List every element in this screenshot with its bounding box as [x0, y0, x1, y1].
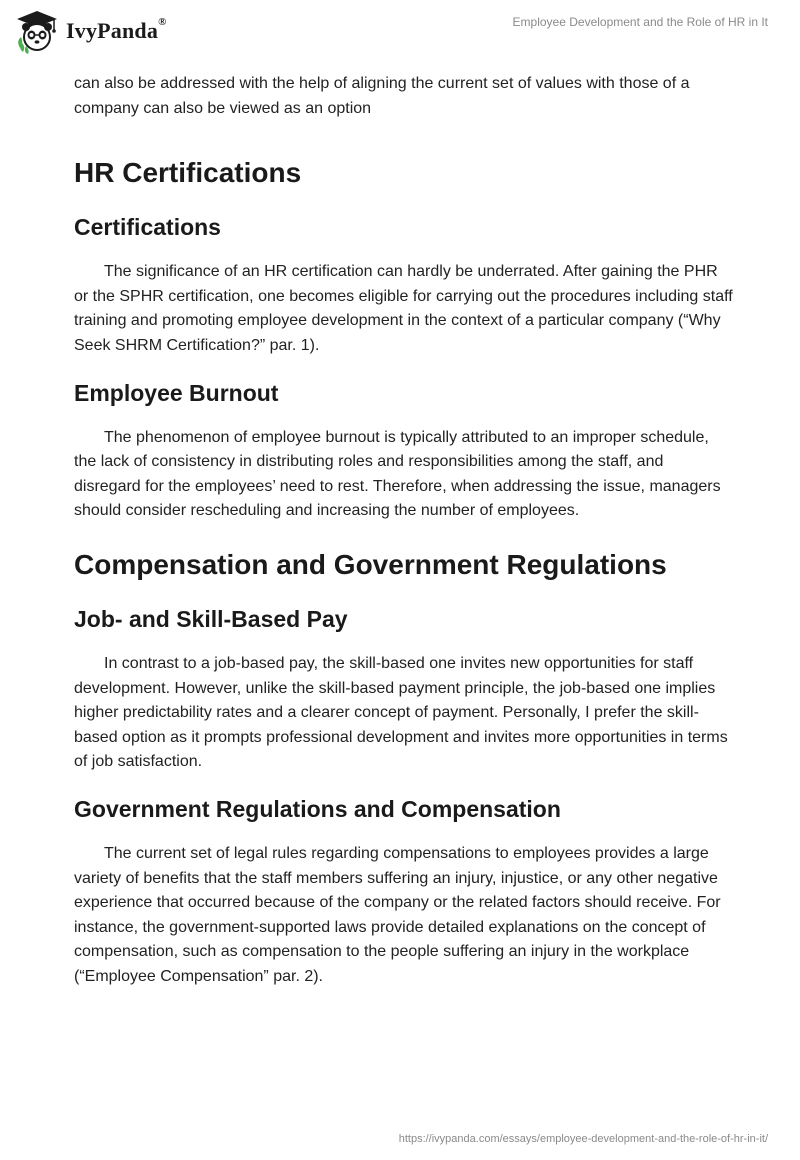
section-heading-compensation: Compensation and Government Regulations — [74, 548, 667, 580]
essay-body — [74, 72, 734, 989]
panda-graduation-cap-icon — [14, 8, 60, 54]
ivypanda-logo[interactable] — [14, 8, 167, 54]
source-url[interactable]: https://ivypanda.com/essays/employee-development-and-the-role-of-hr-in-it/ — [398, 1133, 768, 1145]
subsection-heading-government-regulations: Government Regulations and Compensation — [74, 795, 561, 822]
document-title: Employee Development and the Role of HR in It — [512, 15, 768, 29]
paragraph-job-skill-based-pay: In contrast to a job-based pay, the skill-based one invites new opportunities for staff development. However, unlike the skill-based payment principle, the job-based one implies higher predictability rates and a clearer concept of payment. Personally, I prefer the skill-based option as it prompts professional development and invites more opportunities in terms of job satisfaction. — [74, 654, 728, 771]
intro-paragraph: can also be addressed with the help of aligning the current set of values with those of a company can also be viewed as an option — [74, 75, 690, 117]
subsection-heading-job-skill-based-pay: Job- and Skill-Based Pay — [74, 605, 348, 632]
brand-name: IvyPanda® — [66, 16, 167, 43]
paragraph-certifications: The significance of an HR certification can hardly be underrated. After gaining the PHR or the SPHR certification, one becomes eligible for carrying out the procedures including staff training and promoting employee development in the context of a particular company (“Why Seek SHRM Certification?” par. 1). — [74, 263, 733, 354]
subsection-heading-certifications: Certifications — [74, 214, 221, 241]
paragraph-employee-burnout: The phenomenon of employee burnout is typically attributed to an improper schedule, the lack of consistency in distributing roles and responsibilities among the staff, and disregard for the employees’ need to rest. Therefore, when addressing the issue, managers should consider rescheduling and increasing the number of employees. — [74, 428, 721, 520]
section-heading-hr-certifications: HR Certifications — [74, 157, 302, 189]
registered-mark: ® — [158, 16, 167, 28]
page-header — [0, 0, 800, 64]
paragraph-government-regulations: The current set of legal rules regarding compensations to employees provides a large variety of benefits that the staff members suffering an injury, injustice, or any other negative experience that occurred because of the company or the related factors should receive. For instance, the government-supported laws provide detailed explanations on the concept of compensation, such as compensation to the people suffering an injury in the workplace (“Employee Compensation” par. 2). — [74, 844, 721, 985]
subsection-heading-employee-burnout: Employee Burnout — [74, 379, 279, 406]
